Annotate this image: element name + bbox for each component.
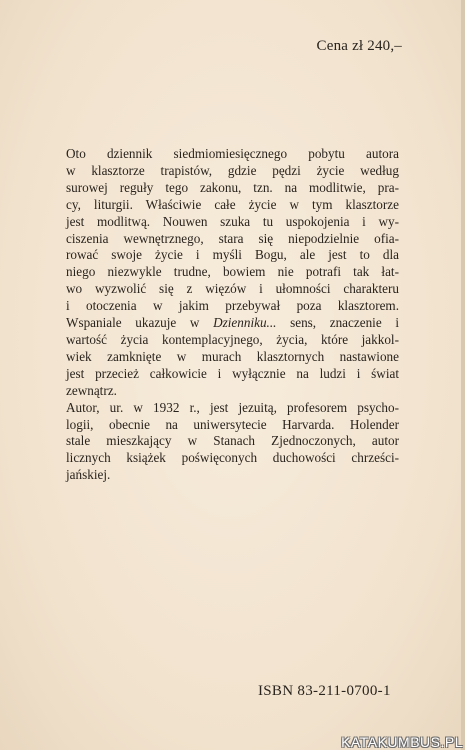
blurb-line: rować swoje życie i myśli Bogu, ale jest to dla xyxy=(66,247,399,263)
blurb-paragraph-1 xyxy=(66,146,399,400)
price-label: Cena zł 240,– xyxy=(316,38,402,54)
blurb-line: w klasztorze trapistów, gdzie pędzi życie według xyxy=(66,162,399,178)
blurb-line: i otoczenia w jakim przebywał poza klasztorem. xyxy=(66,298,399,314)
blurb-line: surowej reguły tego zakonu, tzn. na modlitwie, pra- xyxy=(66,179,399,195)
blurb-paragraph-2 xyxy=(66,400,399,485)
blurb-line: wiek zamknięte w murach klasztornych nastawione xyxy=(66,348,399,364)
blurb-line-with-title xyxy=(66,315,399,332)
blurb-line: cy, liturgii. Właściwie całe życie w tym klasztorze xyxy=(66,196,399,212)
blurb-line: wartość życia kontemplacyjnego, życia, które jakkol- xyxy=(66,331,399,347)
blurb-line: ciszenia wewnętrznego, stara się niepodzielnie ofia- xyxy=(66,230,399,246)
author-line: licznych książek poświęconych duchowości chrześci- xyxy=(66,450,399,466)
watermark-logo: KATAKUMBUS.PL xyxy=(341,734,463,750)
blurb-line: niego niezwykle trudne, bowiem nie potrafi tak łat- xyxy=(66,264,399,280)
blurb-line: zewnątrz. xyxy=(66,382,117,398)
author-line: Autor, ur. w 1932 r., jest jezuitą, profesorem psycho- xyxy=(66,399,399,415)
blurb-line: wo wyzwolić się z więzów i ułomności charakteru xyxy=(66,281,399,297)
author-line: stale mieszkający w Stanach Zjednoczonych, autor xyxy=(66,433,399,449)
blurb-line: jest przecież całkowicie i wyłącznie na ludzi i świat xyxy=(66,365,399,381)
author-line: jańskiej. xyxy=(66,467,111,483)
page-edge-shadow xyxy=(461,0,465,750)
blurb-line-end: sens, znaczenie i xyxy=(276,315,399,331)
blurb-text xyxy=(66,146,399,484)
blurb-line: Oto dziennik siedmiomiesięcznego pobytu autora xyxy=(66,146,399,161)
blurb-line-start: Wspaniale ukazuje w xyxy=(66,315,214,331)
blurb-line: jest modlitwą. Nouwen szuka tu uspokojenia i wy- xyxy=(66,213,399,229)
isbn-number: ISBN 83-211-0700-1 xyxy=(258,683,391,699)
book-title-italic: Dzienniku... xyxy=(213,315,277,331)
author-line: logii, obecnie na uniwersytecie Harvarda. Holender xyxy=(66,416,399,432)
